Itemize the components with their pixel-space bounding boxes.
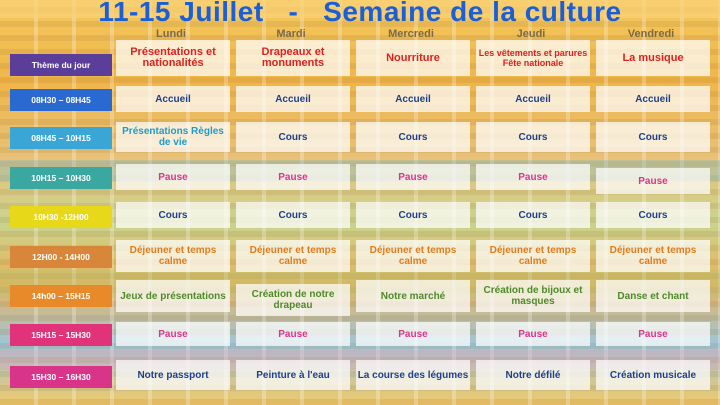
slot-cell: Accueil <box>116 86 230 112</box>
day-header-jeudi: Jeudi <box>516 28 546 40</box>
day-header-mercredi: Mercredi <box>388 28 434 40</box>
slot-cell: Pause <box>476 322 590 346</box>
slot-cell: Déjeuner et temps calme <box>236 240 350 272</box>
slot-cell: Cours <box>236 122 350 152</box>
slot-cell: La course des légumes <box>356 360 470 390</box>
row-label-1400: 14h00 – 15H15 <box>10 285 112 307</box>
slot-cell: Notre passport <box>116 360 230 390</box>
slot-cell: Cours <box>596 202 710 228</box>
slot-cell: Notre défilé <box>476 360 590 390</box>
slot-cell: Notre marché <box>356 280 470 312</box>
theme-vendredi: La musique <box>596 40 710 76</box>
slot-cell: Création musicale <box>596 360 710 390</box>
slot-cell: Accueil <box>596 86 710 112</box>
row-label-1515: 15H15 – 15H30 <box>10 324 112 346</box>
slot-cell: Cours <box>356 122 470 152</box>
day-header-lundi: Lundi <box>156 28 186 40</box>
slot-cell: Pause <box>596 168 710 194</box>
slot-cell: Déjeuner et temps calme <box>596 240 710 272</box>
slot-cell: Création de notre drapeau <box>236 284 350 316</box>
slot-cell: Présentations Règles de vie <box>116 122 230 152</box>
slot-cell: Déjeuner et temps calme <box>356 240 470 272</box>
row-label-theme: Thème du jour <box>10 54 112 76</box>
slot-cell: Pause <box>596 322 710 346</box>
slot-cell: Pause <box>476 164 590 190</box>
row-label-1200: 12H00 - 14H00 <box>10 246 112 268</box>
row-label-1530: 15H30 – 16H30 <box>10 366 112 388</box>
slot-cell: Cours <box>116 202 230 228</box>
day-header-vendredi: Vendredi <box>627 28 675 40</box>
day-header-mardi: Mardi <box>276 28 306 40</box>
slot-cell: Cours <box>596 122 710 152</box>
slot-cell: Accueil <box>476 86 590 112</box>
slot-cell: Accueil <box>236 86 350 112</box>
slot-cell: Accueil <box>356 86 470 112</box>
slot-cell: Jeux de présentations <box>116 280 230 312</box>
slot-cell: Peinture à l'eau <box>236 360 350 390</box>
slot-cell: Pause <box>236 322 350 346</box>
slot-cell: Cours <box>236 202 350 228</box>
slot-cell: Déjeuner et temps calme <box>116 240 230 272</box>
slot-cell: Pause <box>116 164 230 190</box>
row-label-0830: 08H30 – 08H45 <box>10 89 112 111</box>
slot-cell: Pause <box>236 164 350 190</box>
page-title: 11-15 Juillet - Semaine de la culture <box>98 0 622 27</box>
row-label-0845: 08H45 – 10H15 <box>10 127 112 149</box>
theme-mercredi: Nourriture <box>356 40 470 76</box>
slot-cell: Pause <box>356 164 470 190</box>
theme-mardi: Drapeaux et monuments <box>236 40 350 76</box>
slot-cell: Danse et chant <box>596 280 710 312</box>
slot-cell: Cours <box>356 202 470 228</box>
row-label-1030: 10H30 -12H00 <box>10 206 112 228</box>
slot-cell: Pause <box>116 322 230 346</box>
slot-cell: Pause <box>356 322 470 346</box>
row-label-1015: 10H15 – 10H30 <box>10 167 112 189</box>
slot-cell: Cours <box>476 202 590 228</box>
slot-cell: Cours <box>476 122 590 152</box>
theme-jeudi: Les vêtements et parures Fête nationale <box>476 40 590 76</box>
slot-cell: Création de bijoux et masques <box>476 280 590 312</box>
slot-cell: Déjeuner et temps calme <box>476 240 590 272</box>
theme-lundi: Présentations et nationalités <box>116 40 230 76</box>
